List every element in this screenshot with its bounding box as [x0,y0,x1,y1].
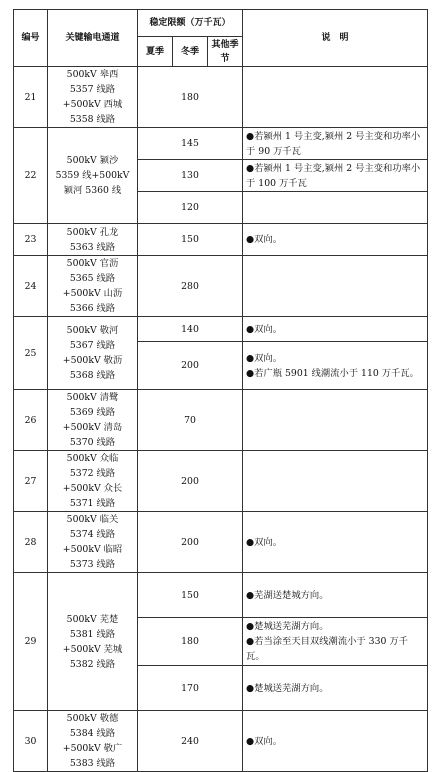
limit-value: 200 [138,451,243,512]
row-number: 29 [14,573,48,711]
note-text: ●若颍州 1 号主变,颍州 2 号主变和功率小于 90 万千瓦 [246,130,421,157]
note-text: ●若颍州 1 号主变,颍州 2 号主变和功率小于 100 万千瓦 [246,162,421,189]
header-note: 说 明 [243,10,428,67]
note-cell [243,618,428,666]
table-row [14,390,428,451]
header-num: 编号 [14,10,48,67]
channel-name: 500kV 临关 5374 线路+500kV 临昭 5373 线路 [48,512,138,573]
limit-value: 145 [138,128,243,160]
note-cell [243,317,428,342]
note-cell [243,192,428,224]
channel-name: 500kV 孔龙 5363 线路 [48,224,138,256]
note-cell [243,573,428,618]
note-cell [243,451,428,512]
channel-name: 500kV 众临 5372 线路+500kV 众长 5371 线路 [48,451,138,512]
note-text: ●若广瓶 5901 线潮流小于 110 万千瓦。 [246,367,419,379]
row-number: 28 [14,512,48,573]
table-body [14,67,428,772]
header-channel: 关键输电通道 [48,10,138,67]
limit-value: 120 [138,192,243,224]
note-cell [243,224,428,256]
channel-name: 500kV 芜楚 5381 线路+500kV 芜城 5382 线路 [48,573,138,711]
channel-name: 500kV 官沥 5365 线路+500kV 山沥 5366 线路 [48,256,138,317]
limit-value: 170 [138,666,243,711]
table-row [14,256,428,317]
table-row [14,128,428,160]
row-number: 22 [14,128,48,224]
channel-name: 500kV 敬德 5384 线路+500kV 敬广 5383 线路 [48,711,138,772]
limit-value: 240 [138,711,243,772]
row-number: 21 [14,67,48,128]
note-text: ●楚城送芜湖方向。 [246,621,329,632]
table-row [14,512,428,573]
note-text: ●双向。 [246,536,283,548]
table-row [14,224,428,256]
row-number: 27 [14,451,48,512]
limit-value: 130 [138,160,243,192]
channel-name: 500kV 清鹭 5369 线路+500kV 清岛 5370 线路 [48,390,138,451]
note-cell [243,512,428,573]
note-text: ●双向。 [246,735,283,747]
row-number: 30 [14,711,48,772]
table-row [14,67,428,128]
note-text: ●楚城送芜湖方向。 [246,682,329,694]
limit-value: 180 [138,67,243,128]
channel-name: 500kV 颍沙 5359 线+500kV 颍河 5360 线 [48,128,138,224]
note-cell [243,256,428,317]
row-number: 23 [14,224,48,256]
note-cell [243,342,428,390]
channel-name: 500kV 皋西 5357 线路+500kV 西城 5358 线路 [48,67,138,128]
stability-limit-table [13,9,428,772]
note-cell [243,160,428,192]
header-winter: 冬季 [173,37,208,67]
note-text: ●若当涂至天目双线潮流小于 330 万千瓦。 [246,636,408,662]
note-cell [243,67,428,128]
note-cell [243,711,428,772]
row-number: 24 [14,256,48,317]
row-number: 26 [14,390,48,451]
row-number: 25 [14,317,48,390]
note-cell [243,666,428,711]
limit-value: 200 [138,342,243,390]
table-row [14,317,428,342]
note-text: ●双向。 [246,323,283,335]
table-row [14,451,428,512]
header-limit-group: 稳定限额（万千瓦） [138,10,243,37]
limit-value: 70 [138,390,243,451]
note-text: ●双向。 [246,352,283,364]
limit-value: 280 [138,256,243,317]
note-text: ●芜湖送楚城方向。 [246,589,329,601]
header-other: 其他季节 [208,37,243,67]
limit-value: 150 [138,224,243,256]
limit-value: 140 [138,317,243,342]
table-row [14,711,428,772]
note-cell [243,128,428,160]
note-text: ●双向。 [246,234,283,245]
limit-value: 150 [138,573,243,618]
table-row [14,573,428,618]
channel-name: 500kV 敬河 5367 线路+500kV 敬沥 5368 线路 [48,317,138,390]
note-cell [243,390,428,451]
header-summer: 夏季 [138,37,173,67]
limit-value: 180 [138,618,243,666]
limit-value: 200 [138,512,243,573]
